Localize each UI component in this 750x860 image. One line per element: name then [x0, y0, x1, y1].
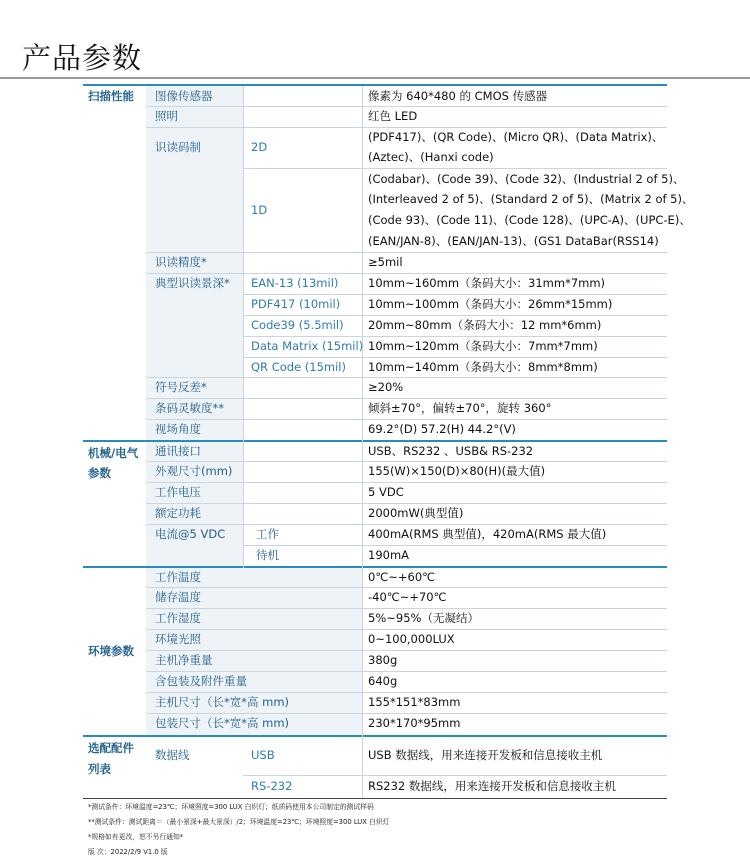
label-codes: 识读码制 [155, 140, 201, 154]
value-size: 155(W)×150(D)×80(H)(最大值) [368, 464, 546, 478]
value-interface: USB、RS232 、USB& RS-232 [368, 444, 534, 458]
value-1d-line3: (Code 93)、(Code 11)、(Code 128)、(UPC-A)、(UPC-E)、 [368, 213, 691, 227]
section-env: 环境参数 [88, 644, 134, 658]
value-packdim: 230*170*95mm [368, 716, 461, 730]
value-1d-line4: (EAN/JAN-8)、(EAN/JAN-13)、(GS1 DataBar(RSS14) [368, 234, 659, 248]
title-divider [0, 77, 750, 79]
value-depth-4: 10mm~120mm（条码大小：7mm*7mm) [368, 339, 598, 353]
value-cable-rs232: RS232 数据线，用来连接开发板和信息接收主机 [368, 779, 616, 793]
sub-depth-3: Code39 (5.5mil) [251, 318, 344, 332]
label-contrast: 符号反差* [155, 380, 207, 394]
row-sep [146, 482, 667, 483]
sub-cable-usb: USB [251, 748, 275, 762]
page-title: 产品参数 [22, 41, 143, 75]
label-precision: 识读精度* [155, 255, 207, 269]
section-mech: 机械/电气参数 [88, 446, 139, 480]
value-hostdim: 155*151*83mm [368, 695, 461, 709]
value-power: 2000mW(典型值) [368, 506, 464, 520]
label-sensitivity: 条码灵敏度** [155, 401, 224, 415]
value-fov: 69.2°(D) 57.2(H) 44.2°(V) [368, 422, 516, 436]
value-depth-1: 10mm~160mm（条码大小：31mm*7mm) [368, 276, 606, 290]
row-sep [146, 650, 667, 651]
value-1d-line1: (Codabar)、(Code 39)、(Code 32)、(Industrial 2 of 5)、 [368, 172, 685, 186]
value-voltage: 5 VDC [368, 485, 404, 499]
value-sttemp: -40℃~+70℃ [368, 590, 447, 604]
label-fov: 视场角度 [155, 422, 201, 436]
column-divider [243, 86, 244, 568]
label-current: 电流@5 VDC [155, 527, 226, 541]
sub-cable-rs232: RS-232 [251, 779, 293, 793]
value-light: 红色 LED [368, 109, 418, 123]
label-sttemp: 储存温度 [155, 590, 201, 604]
value-grossw: 640g [368, 674, 398, 688]
value-depth-3: 20mm~80mm（条码大小：12 mm*6mm) [368, 318, 602, 332]
row-sep [146, 252, 667, 253]
label-size: 外观尺寸(mm) [155, 464, 233, 478]
value-depth-5: 10mm~140mm（条码大小：8mm*8mm) [368, 360, 598, 374]
footnote: *规格如有更改，恕不另行通知* [88, 833, 184, 841]
sub-depth-2: PDF417 (10mil) [251, 297, 341, 311]
sub-1d: 1D [251, 203, 268, 217]
label-power: 额定功耗 [155, 506, 201, 520]
value-current-standby: 190mA [368, 548, 410, 562]
label-optemp: 工作温度 [155, 570, 201, 584]
label-netw: 主机净重量 [155, 653, 213, 667]
sub-current-standby: 待机 [256, 548, 279, 562]
row-sep [243, 545, 667, 546]
sub-depth-5: QR Code (15mil) [251, 360, 346, 374]
label-interface: 通讯接口 [155, 444, 201, 458]
value-humidity: 5%~95%（无凝结） [368, 611, 479, 625]
value-sensor: 像素为 640*480 的 CMOS 传感器 [368, 89, 548, 103]
label-hostdim: 主机尺寸（长*宽*高 mm) [155, 695, 290, 709]
label-voltage: 工作电压 [155, 485, 201, 499]
footnote: *测试条件：环境温度=23℃；环境照度=300 LUX 白炽灯；纸质码使用本公司制定的测试样码 [88, 803, 374, 811]
value-1d-line2: (Interleaved 2 of 5)、(Standard 2 of 5)、(Matrix 2 of 5)、 [368, 192, 694, 206]
value-netw: 380g [368, 653, 398, 667]
footnote: 版 次：2022/2/9 V1.0 版 [88, 848, 168, 856]
value-depth-2: 10mm~100mm（条码大小：26mm*15mm) [368, 297, 613, 311]
label-humidity: 工作湿度 [155, 611, 201, 625]
value-sensitivity: 倾斜±70°，偏转±70°，旋转 360° [368, 401, 552, 415]
label-ambient: 环境光照 [155, 632, 201, 646]
label-depth: 典型识读景深* [155, 276, 230, 290]
sub-current-work: 工作 [256, 527, 279, 541]
table-bottom-rule [83, 798, 667, 799]
section-divider [83, 735, 667, 737]
value-current-work: 400mA(RMS 典型值)，420mA(RMS 最大值) [368, 527, 607, 541]
section-accessories: 选配配件列表 [88, 741, 134, 776]
value-2d-line1: (PDF417)、(QR Code)、(Micro QR)、(Data Matrix)、 [368, 130, 664, 144]
sub-2d: 2D [251, 140, 268, 154]
sub-depth-1: EAN-13 (13mil) [251, 276, 339, 290]
section-scan: 扫描性能 [88, 89, 134, 103]
footnote: **测试条件：测试距离＝（最小景深+最大景深）/2；环境温度=23℃；环境照度=300 LUX 白炽灯 [88, 818, 390, 826]
footnotes [88, 800, 389, 860]
value-2d-line2: (Aztec)、(Hanxi code) [368, 150, 494, 164]
value-contrast: ≥20% [368, 380, 404, 394]
value-cable-usb: USB 数据线，用来连接开发板和信息接收主机 [368, 748, 603, 762]
label-sensor: 图像传感器 [155, 89, 213, 103]
value-ambient: 0~100,000LUX [368, 632, 455, 646]
sub-depth-4: Data Matrix (15mil) [251, 339, 364, 353]
label-packdim: 包装尺寸（长*宽*高 mm) [155, 716, 290, 730]
value-optemp: 0℃~+60℃ [368, 570, 436, 584]
label-cable: 数据线 [155, 748, 190, 762]
label-grossw: 含包装及附件重量 [155, 674, 247, 688]
value-precision: ≥5mil [368, 255, 403, 269]
label-light: 照明 [155, 109, 178, 123]
